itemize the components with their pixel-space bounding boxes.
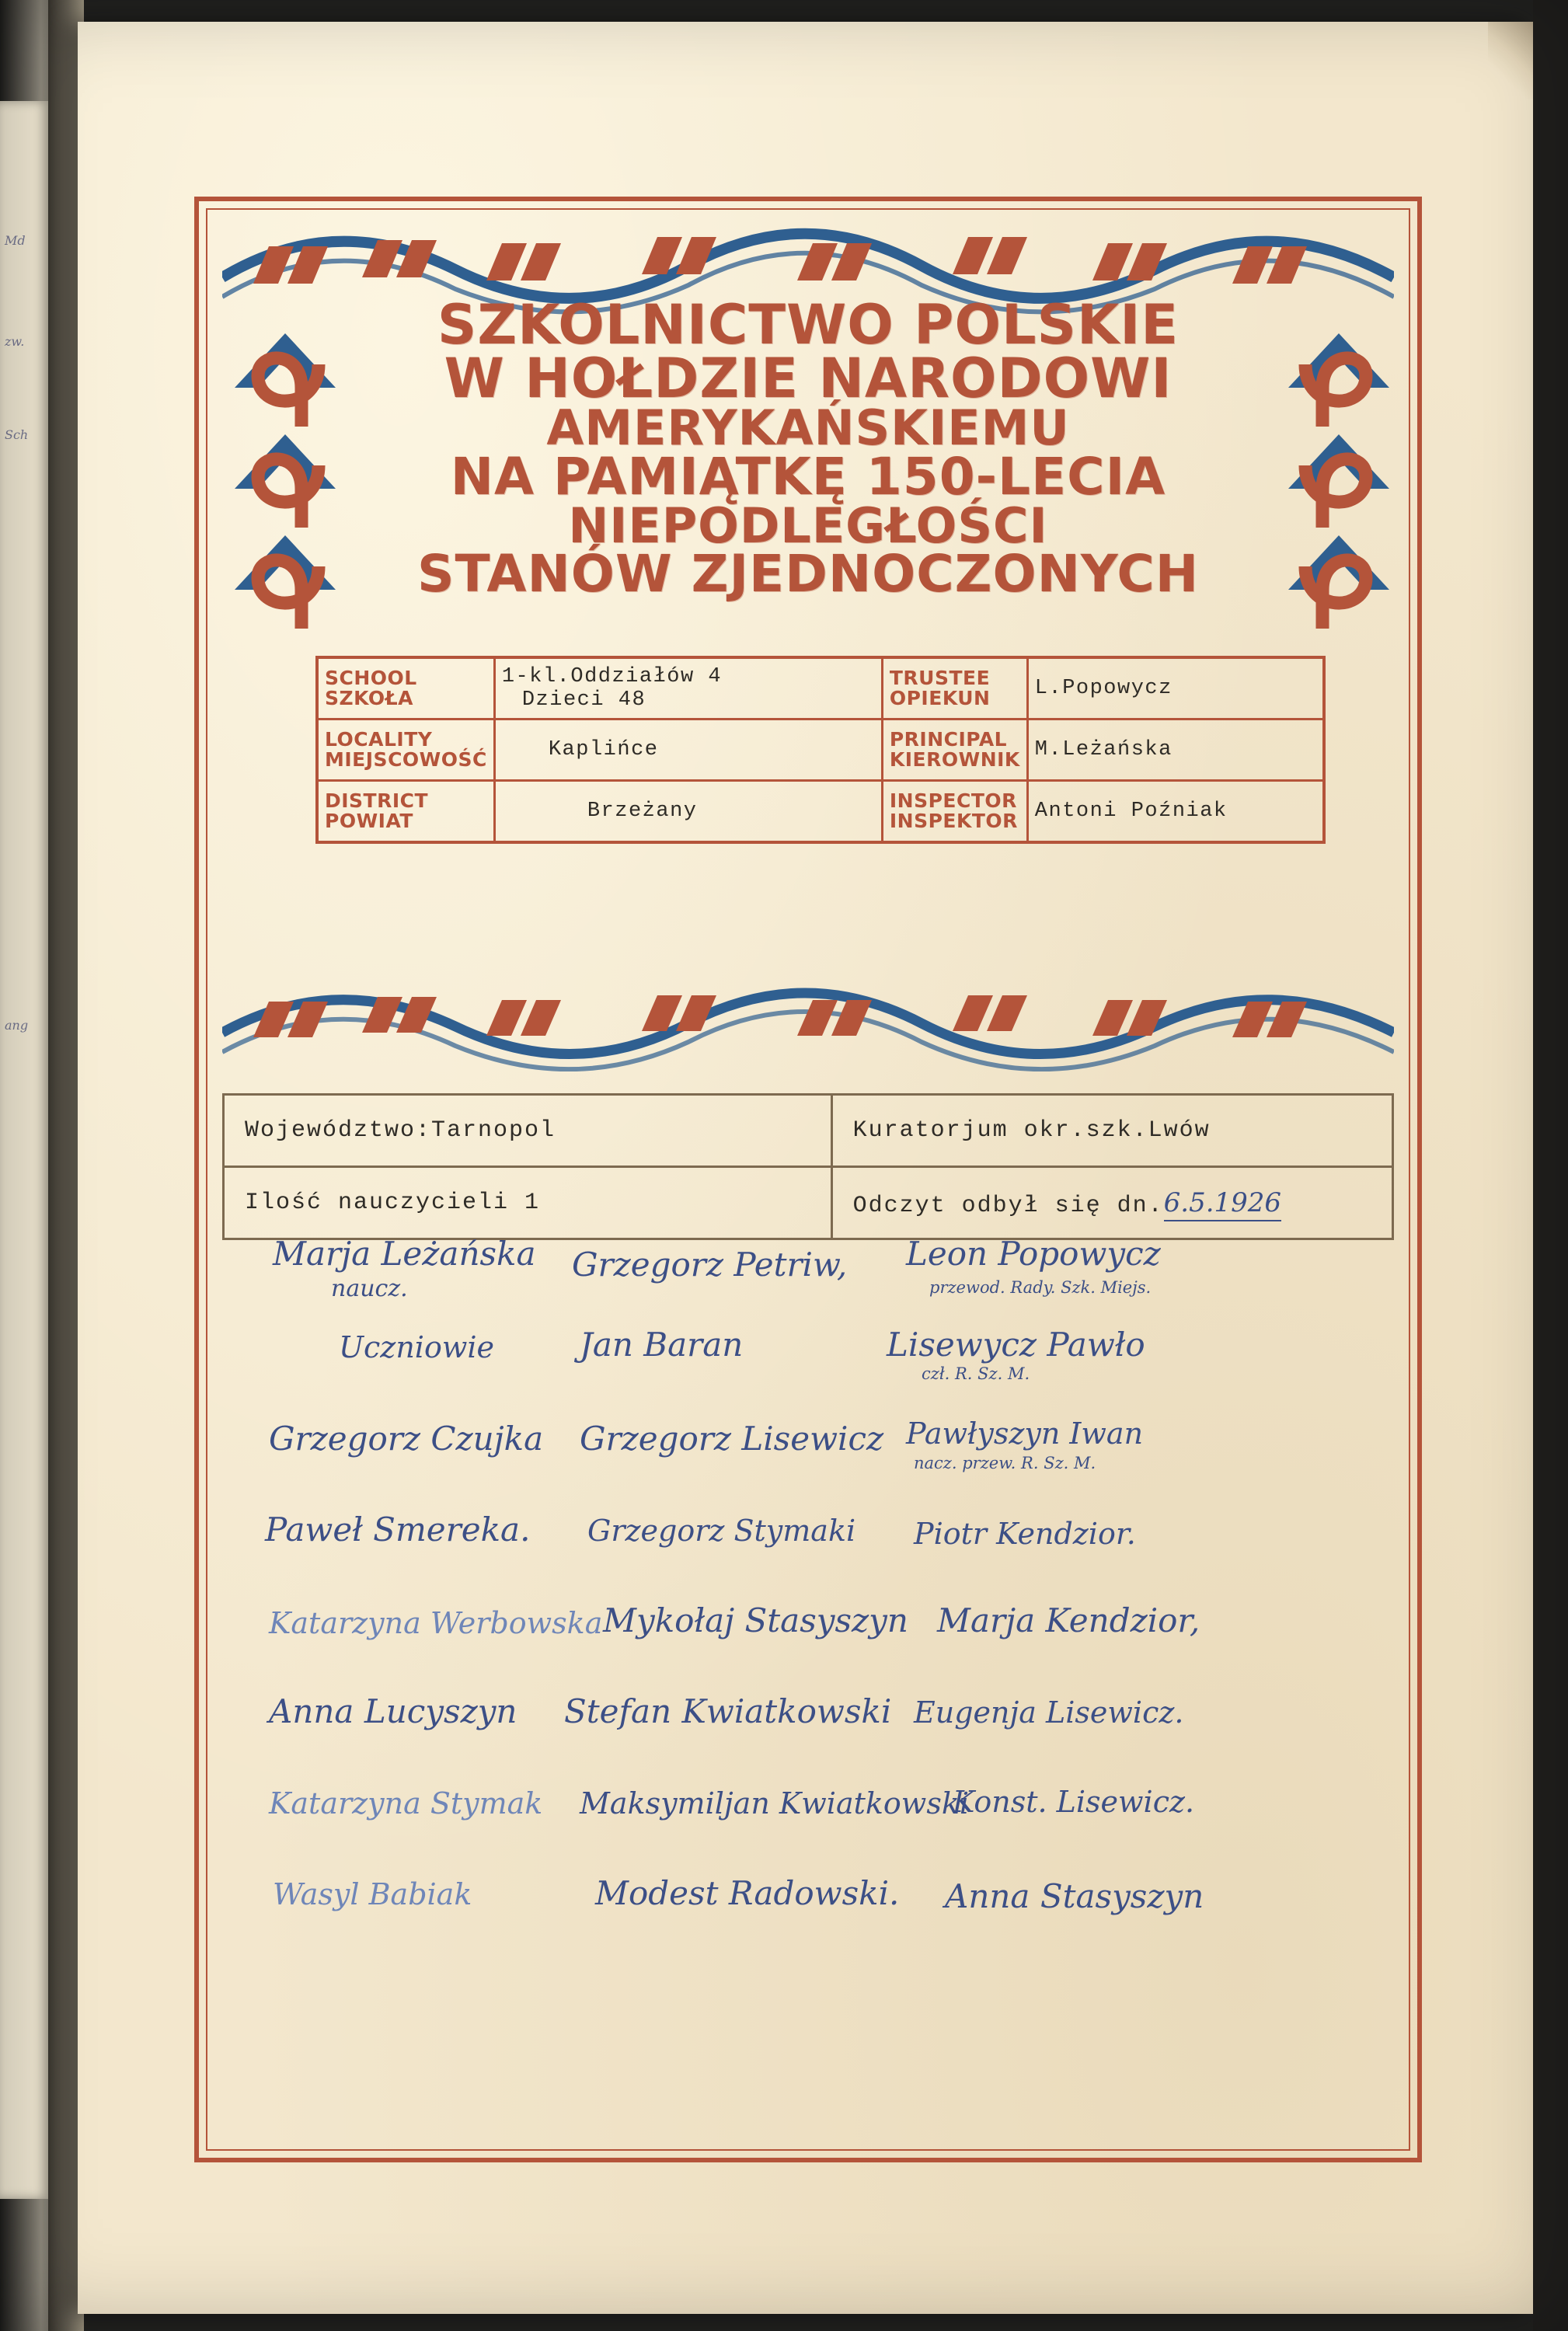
photo-right-margin [1533, 0, 1568, 2331]
table-row [317, 657, 1324, 720]
signature: Piotr Kendzior. [914, 1517, 1136, 1551]
signature-row [230, 1780, 1396, 1871]
left-page-note: Md [5, 233, 26, 248]
label-locality-en: LOCALITY [325, 727, 433, 751]
title-line-3: AMERYKAŃSKIEMU [546, 399, 1070, 457]
value-school-classes: 1-kl.Oddziałów 4 [501, 665, 723, 688]
value-inspector-cell [1027, 781, 1324, 843]
left-page-note: Sch [5, 427, 29, 442]
value-trustee: L.Popowycz [1034, 677, 1173, 700]
value-inspector: Antoni Poźniak [1034, 800, 1228, 823]
title-line-2: W HOŁDZIE NARODOWI [444, 346, 1173, 410]
label-district-en: DISTRICT [325, 789, 429, 812]
signature: Jan Baran [580, 1326, 744, 1364]
signature: Anna Lucyszyn [269, 1692, 517, 1730]
label-principal-en: PRINCIPAL [889, 727, 1008, 751]
title-line-6: STANÓW ZJEDNOCZONYCH [416, 544, 1199, 605]
cell-curatorium: Kuratorjum okr.szk.Lwów [831, 1095, 1392, 1167]
signature: Marja Leżańska [273, 1235, 536, 1273]
ribbon-ornament-bottom [222, 986, 1394, 1071]
signature-row [230, 1326, 1396, 1416]
table-row [224, 1095, 1393, 1167]
reading-date-label: Odczyt odbył się dn. [852, 1192, 1164, 1219]
signature-row [230, 1235, 1396, 1326]
signature-row [230, 1598, 1396, 1689]
signature-group-label: Uczniowie [339, 1330, 495, 1364]
signature: Katarzyna Werbowska [269, 1606, 603, 1640]
cell-reading-date [831, 1167, 1392, 1239]
signature-row [230, 1689, 1396, 1780]
value-school [494, 657, 882, 720]
signature: Konst. Lisewicz. [953, 1785, 1195, 1819]
administrative-table [222, 1093, 1394, 1240]
table-row [317, 781, 1324, 843]
label-trustee-pl: OPIEKUN [889, 687, 991, 709]
signature: Grzegorz Stymaki [587, 1514, 856, 1548]
value-locality-cell [494, 720, 882, 781]
label-school [317, 657, 494, 720]
signature-row [230, 1871, 1396, 1962]
school-info-table [315, 656, 1326, 844]
page-corner-fold [1488, 22, 1535, 99]
title-line-5: NIEPODLEGŁOŚCI [568, 497, 1048, 554]
label-principal-pl: KIEROWNIK [889, 748, 1020, 771]
label-trustee [882, 657, 1027, 720]
value-locality: Kaplińce [548, 738, 659, 761]
signature: Stefan Kwiatkowski [564, 1692, 892, 1730]
signature-area [230, 1235, 1396, 2120]
signature: Katarzyna Stymak [269, 1786, 543, 1821]
label-inspector-en: INSPECTOR [889, 789, 1017, 812]
signature: Pawłyszyn Iwan [906, 1416, 1144, 1451]
signature: Grzegorz Petriw, [572, 1246, 848, 1284]
signature-role: przewod. Rady. Szk. Miejs. [929, 1278, 1152, 1297]
value-principal-cell [1027, 720, 1324, 781]
table-row [317, 720, 1324, 781]
signature-role: nacz. przew. R. Sz. M. [914, 1454, 1096, 1472]
label-principal [882, 720, 1027, 781]
signature-role: naucz. [331, 1275, 408, 1302]
signature: Wasyl Babiak [273, 1877, 472, 1911]
certificate-title [222, 293, 1394, 605]
left-page-note: ang [5, 1018, 29, 1033]
reading-date-value: 6.5.1926 [1164, 1187, 1281, 1221]
signature: Grzegorz Lisewicz [580, 1420, 884, 1458]
signature-role: czł. R. Sz. M. [922, 1364, 1030, 1383]
label-trustee-en: TRUSTEE [889, 666, 991, 689]
signature: Anna Stasyszyn [945, 1877, 1204, 1915]
title-line-4: NA PAMIĄTKĘ 150-LECIA [450, 446, 1166, 507]
label-inspector [882, 781, 1027, 843]
label-district-pl: POWIAT [325, 810, 413, 832]
signature: Grzegorz Czujka [269, 1420, 544, 1458]
label-inspector-pl: INSPEKTOR [889, 810, 1018, 832]
signature: Maksymiljan Kwiatkowski [580, 1786, 969, 1821]
adjacent-left-page [0, 101, 48, 2199]
cell-voivodeship: Województwo:Tarnopol [224, 1095, 832, 1167]
label-locality-pl: MIEJSCOWOŚĆ [325, 748, 487, 771]
label-school-pl: SZKOŁA [325, 687, 414, 709]
signature: Leon Popowycz [906, 1235, 1161, 1273]
label-district [317, 781, 494, 843]
label-locality [317, 720, 494, 781]
certificate-border [194, 197, 1422, 2162]
value-district: Brzeżany [587, 800, 698, 823]
signature: Lisewycz Pawło [887, 1326, 1145, 1364]
signature: Marja Kendzior, [937, 1601, 1200, 1639]
cell-teacher-count: Ilość nauczycieli 1 [224, 1167, 832, 1239]
table-row [224, 1167, 1393, 1239]
signature-row [230, 1416, 1396, 1507]
label-school-en: SCHOOL [325, 666, 417, 689]
value-school-children: Dzieci 48 [521, 688, 646, 712]
value-trustee-cell [1027, 657, 1324, 720]
certificate-page [78, 22, 1535, 2314]
signature: Mykołaj Stasyszyn [603, 1601, 908, 1639]
signature: Paweł Smereka. [265, 1510, 531, 1549]
left-page-note: zw. [5, 334, 25, 349]
signature: Modest Radowski. [595, 1874, 900, 1912]
signature: Eugenja Lisewicz. [914, 1695, 1184, 1730]
value-principal: M.Leżańska [1034, 738, 1173, 761]
signature-row [230, 1507, 1396, 1598]
title-line-1: SZKOLNICTWO POLSKIE [437, 293, 1179, 357]
value-district-cell [494, 781, 882, 843]
